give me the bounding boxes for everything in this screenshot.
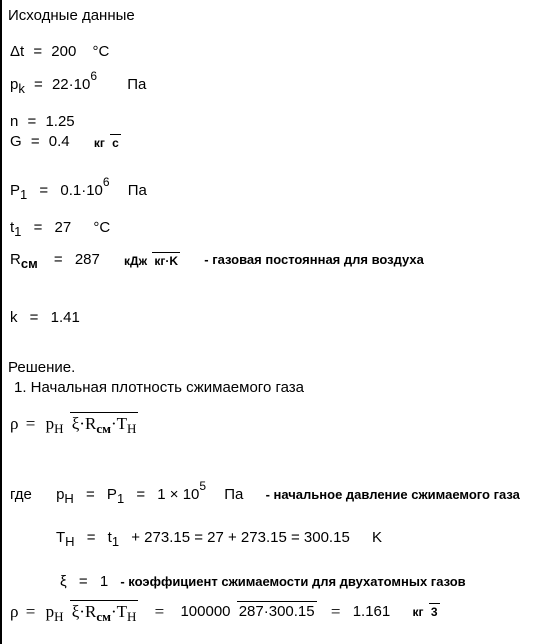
p1-unit: Па (127, 182, 147, 199)
delta-t-symbol: Δt (10, 43, 25, 60)
rho-symbol: ρ (10, 601, 19, 621)
compressibility-line (60, 574, 466, 589)
pressure-exponent: 5 (199, 479, 207, 493)
g-value: 0.4 (48, 133, 70, 151)
numeric-fraction (178, 601, 316, 621)
h-subscript: H (126, 609, 137, 624)
r-cm-unit-fraction (122, 252, 180, 269)
p1-line (10, 175, 147, 202)
input-data-heading (8, 8, 135, 23)
t1-subscript: 1 (14, 224, 22, 239)
input-data-heading-text: Исходные данные (8, 7, 135, 24)
solution-heading-text: Решение. (8, 359, 76, 376)
t-symbol: ·T (110, 602, 127, 621)
density-denominator (70, 412, 139, 436)
k-symbol: k (10, 309, 18, 326)
t-sym: T (56, 529, 66, 546)
density-unit-denominator: 3 (430, 604, 438, 619)
density-fraction (44, 412, 139, 434)
equals-sign: = (154, 601, 165, 621)
n-line (10, 114, 75, 129)
compressibility-comment: - коэффициент сжимаемости для двухатомных газов (120, 574, 466, 589)
equals-sign: = (29, 309, 39, 326)
delta-t-value: 200 (51, 43, 77, 60)
equals-sign: = (78, 573, 88, 590)
p1-symbol (10, 182, 28, 202)
r-cm-comment: - газовая постоянная для воздуха (204, 252, 424, 268)
r-cm-unit-denominator: кг·K (154, 254, 179, 268)
pressure-mantissa: 1 × 10 (157, 486, 200, 503)
t1-sym: t (10, 219, 15, 236)
p1-sym: P (10, 182, 21, 199)
t1-line (10, 219, 111, 239)
density-unit-numerator: кг (412, 604, 424, 619)
r-cm-subscript: см (20, 256, 38, 272)
g-unit-numerator: кг (93, 136, 105, 150)
p1-mantissa: 0.1·10 (60, 182, 103, 199)
pk-mantissa: 22·10 (51, 76, 91, 93)
h-subscript: H (65, 534, 75, 549)
equals-sign: = (330, 601, 341, 621)
p-sym: P (106, 486, 117, 503)
h-subscript: H (54, 609, 64, 624)
xi-r: ξ·R (71, 602, 97, 621)
p1-value (60, 175, 110, 199)
where-label: где (10, 486, 32, 503)
equals-sign: = (33, 219, 43, 236)
one-subscript: 1 (116, 491, 125, 506)
numeric-denominator: 287·300.15 (238, 603, 315, 620)
density-calculation (10, 600, 440, 622)
initial-pressure-line (10, 479, 520, 506)
density-numerator (44, 603, 66, 622)
initial-pressure-comment: - начальное давление сжимаемого газа (265, 487, 520, 502)
pk-sym: p (10, 76, 19, 93)
equals-sign: = (85, 486, 95, 503)
h-subscript: H (64, 491, 74, 506)
th-symbol (56, 529, 75, 549)
n-value: 1.25 (45, 113, 75, 130)
pk-subscript: k (18, 81, 25, 96)
h-subscript: H (54, 421, 64, 436)
equals-sign: = (39, 182, 49, 199)
equals-sign: = (25, 601, 36, 621)
p1-ref-symbol (106, 486, 125, 506)
n-symbol: n (10, 113, 19, 130)
r-cm-line (10, 251, 424, 272)
solution-heading (8, 360, 75, 375)
t1-value: 27 (54, 219, 72, 236)
delta-t-line (10, 44, 109, 59)
p1-exponent: 6 (102, 175, 110, 189)
one-subscript: 1 (111, 534, 120, 549)
xi-value: 1 (99, 573, 109, 590)
pk-line (10, 69, 147, 96)
density-numerator (44, 415, 66, 434)
initial-pressure-value (157, 479, 207, 503)
p-symbol: p (45, 414, 55, 433)
r-cm-unit-numerator: кДж (124, 254, 148, 268)
step-1-heading (14, 380, 304, 395)
t1-unit: °C (93, 219, 111, 236)
equals-sign: = (27, 113, 37, 130)
equals-sign: = (136, 486, 146, 503)
left-border-line (0, 0, 2, 644)
p-sym: p (56, 486, 65, 503)
density-result: 1.161 (352, 602, 391, 620)
g-symbol: G (10, 133, 22, 151)
r-cm-symbol (10, 251, 38, 272)
equals-sign: = (25, 413, 36, 433)
t-symbol: ·T (110, 414, 127, 433)
k-value: 1.41 (50, 309, 80, 326)
h-subscript: H (126, 421, 137, 436)
temperature-calculation: + 273.15 = 27 + 273.15 = 300.15 (131, 529, 350, 546)
cm-subscript: см (96, 421, 111, 436)
t1-ref-symbol (107, 529, 120, 549)
pressure-unit: Па (224, 486, 244, 503)
step-1-text: 1. Начальная плотность сжимаемого газа (14, 379, 304, 396)
density-unit-fraction (411, 603, 440, 620)
rho-symbol: ρ (10, 413, 19, 433)
g-unit-fraction (92, 134, 121, 151)
density-denominator (70, 600, 139, 624)
pk-exponent: 6 (90, 69, 98, 83)
density-formula (10, 412, 138, 434)
r-cm-value: 287 (74, 251, 100, 269)
t1-symbol (10, 219, 22, 239)
equals-sign: = (53, 251, 63, 269)
cm-subscript: см (96, 609, 111, 624)
g-line (10, 134, 121, 151)
ph-symbol (56, 486, 74, 506)
equals-sign: = (34, 76, 43, 93)
t-sym: t (107, 529, 112, 546)
temperature-line (56, 529, 382, 549)
xi-r: ξ·R (71, 414, 97, 433)
density-fraction (44, 600, 139, 622)
k-line (10, 310, 80, 325)
equals-sign: = (86, 529, 96, 546)
pk-value (51, 69, 98, 93)
pk-symbol (10, 76, 25, 96)
equals-sign: = (30, 133, 40, 151)
r-cm-sym: R (10, 251, 21, 269)
g-unit-denominator: с (112, 136, 119, 150)
equals-sign: = (33, 43, 43, 60)
xi-symbol: ξ (60, 573, 67, 590)
p1-subscript: 1 (20, 187, 28, 202)
pk-unit: Па (127, 76, 147, 93)
temperature-unit: K (371, 529, 382, 546)
delta-t-unit: °C (92, 43, 110, 60)
numeric-numerator: 100000 (180, 603, 231, 620)
p-symbol: p (45, 602, 55, 621)
